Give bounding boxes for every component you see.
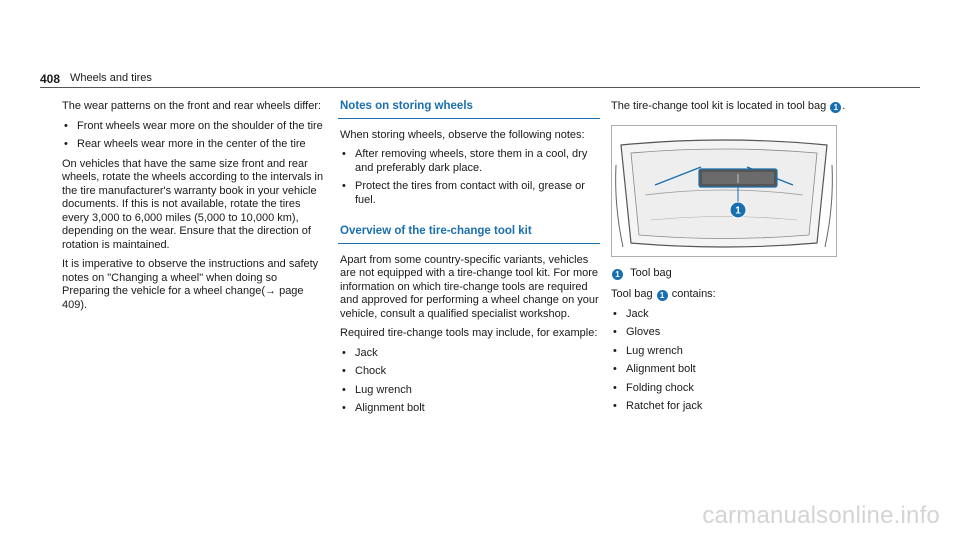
caption-label: Tool bag bbox=[630, 266, 672, 279]
figure-caption bbox=[611, 267, 881, 281]
list-item: • Gloves bbox=[611, 326, 881, 340]
column-3 bbox=[611, 100, 881, 420]
list-item: • Alignment bolt bbox=[340, 402, 600, 416]
list-item: • Front wheels wear more on the shoulder of the tire bbox=[62, 120, 324, 134]
list-item: • Jack bbox=[340, 347, 600, 361]
text: . bbox=[842, 100, 846, 112]
watermark: carmanualsonline.info bbox=[702, 502, 940, 529]
page-number: 408 bbox=[40, 72, 61, 86]
list-item: • Alignment bolt bbox=[611, 363, 881, 377]
column-2 bbox=[340, 100, 600, 422]
page-header-title: Wheels and tires bbox=[70, 72, 152, 84]
list-item: • Lug wrench bbox=[340, 384, 600, 398]
paragraph bbox=[611, 100, 881, 114]
callout-badge: 1 bbox=[657, 290, 668, 301]
callout-badge: 1 bbox=[830, 102, 841, 113]
list-item: • Chock bbox=[340, 365, 600, 379]
text: contains: bbox=[668, 288, 716, 300]
bullet-list bbox=[611, 308, 881, 414]
paragraph: Required tire-change tools may include, for example: bbox=[340, 327, 598, 339]
header-rule bbox=[40, 87, 920, 88]
paragraph: When storing wheels, observe the following notes: bbox=[340, 128, 585, 141]
text: The tire-change tool kit is located in tool bag bbox=[611, 100, 830, 112]
bullet-list bbox=[62, 120, 324, 152]
section-heading: Overview of the tire-change tool kit bbox=[338, 225, 600, 244]
callout-badge-label: 1 bbox=[735, 205, 741, 216]
list-item: • Ratchet for jack bbox=[611, 400, 881, 414]
list-item: • Jack bbox=[611, 308, 881, 322]
bullet-list bbox=[340, 148, 600, 207]
paragraph bbox=[611, 288, 881, 302]
trunk-tool-bag-illustration bbox=[611, 125, 837, 257]
list-item: • Rear wheels wear more in the center of the tire bbox=[62, 138, 324, 152]
page-link[interactable]: page 409). bbox=[62, 285, 304, 311]
text: Tool bag bbox=[611, 288, 656, 300]
paragraph: On vehicles that have the same size front and rear wheels, rotate the wheels according to the intervals in the tire manufacturer's warranty book in your vehicle documents. If this is not available, rotate the tires every 3,000 to 6,000 miles (5,000 to 10,000 km), depending on the wear. Ensure that the direction of rotation is maintained. bbox=[62, 157, 324, 251]
bullet-list bbox=[340, 347, 600, 416]
text: It is imperative to observe the instructions and safety notes on "Changing a wheel" when doing so Preparing the vehicle for a wheel change( bbox=[62, 258, 319, 297]
section-heading: Notes on storing wheels bbox=[338, 100, 600, 119]
list-item: • Folding chock bbox=[611, 382, 881, 396]
column-1 bbox=[62, 100, 324, 318]
callout-badge: 1 bbox=[612, 269, 623, 280]
arrow-icon: → bbox=[265, 285, 277, 297]
paragraph: Apart from some country-specific variants, vehicles are not equipped with a tire-change tool kit. For more information on which tire-change tools are required and approved for performing a wheel change on your vehicle, consult a qualified specialist workshop. bbox=[340, 253, 599, 320]
list-item: • Protect the tires from contact with oil, grease or fuel. bbox=[340, 180, 600, 207]
list-item: • Lug wrench bbox=[611, 345, 881, 359]
list-item: • After removing wheels, store them in a cool, dry and preferably dark place. bbox=[340, 148, 600, 175]
paragraph bbox=[62, 258, 324, 312]
paragraph: The wear patterns on the front and rear wheels differ: bbox=[62, 100, 322, 112]
